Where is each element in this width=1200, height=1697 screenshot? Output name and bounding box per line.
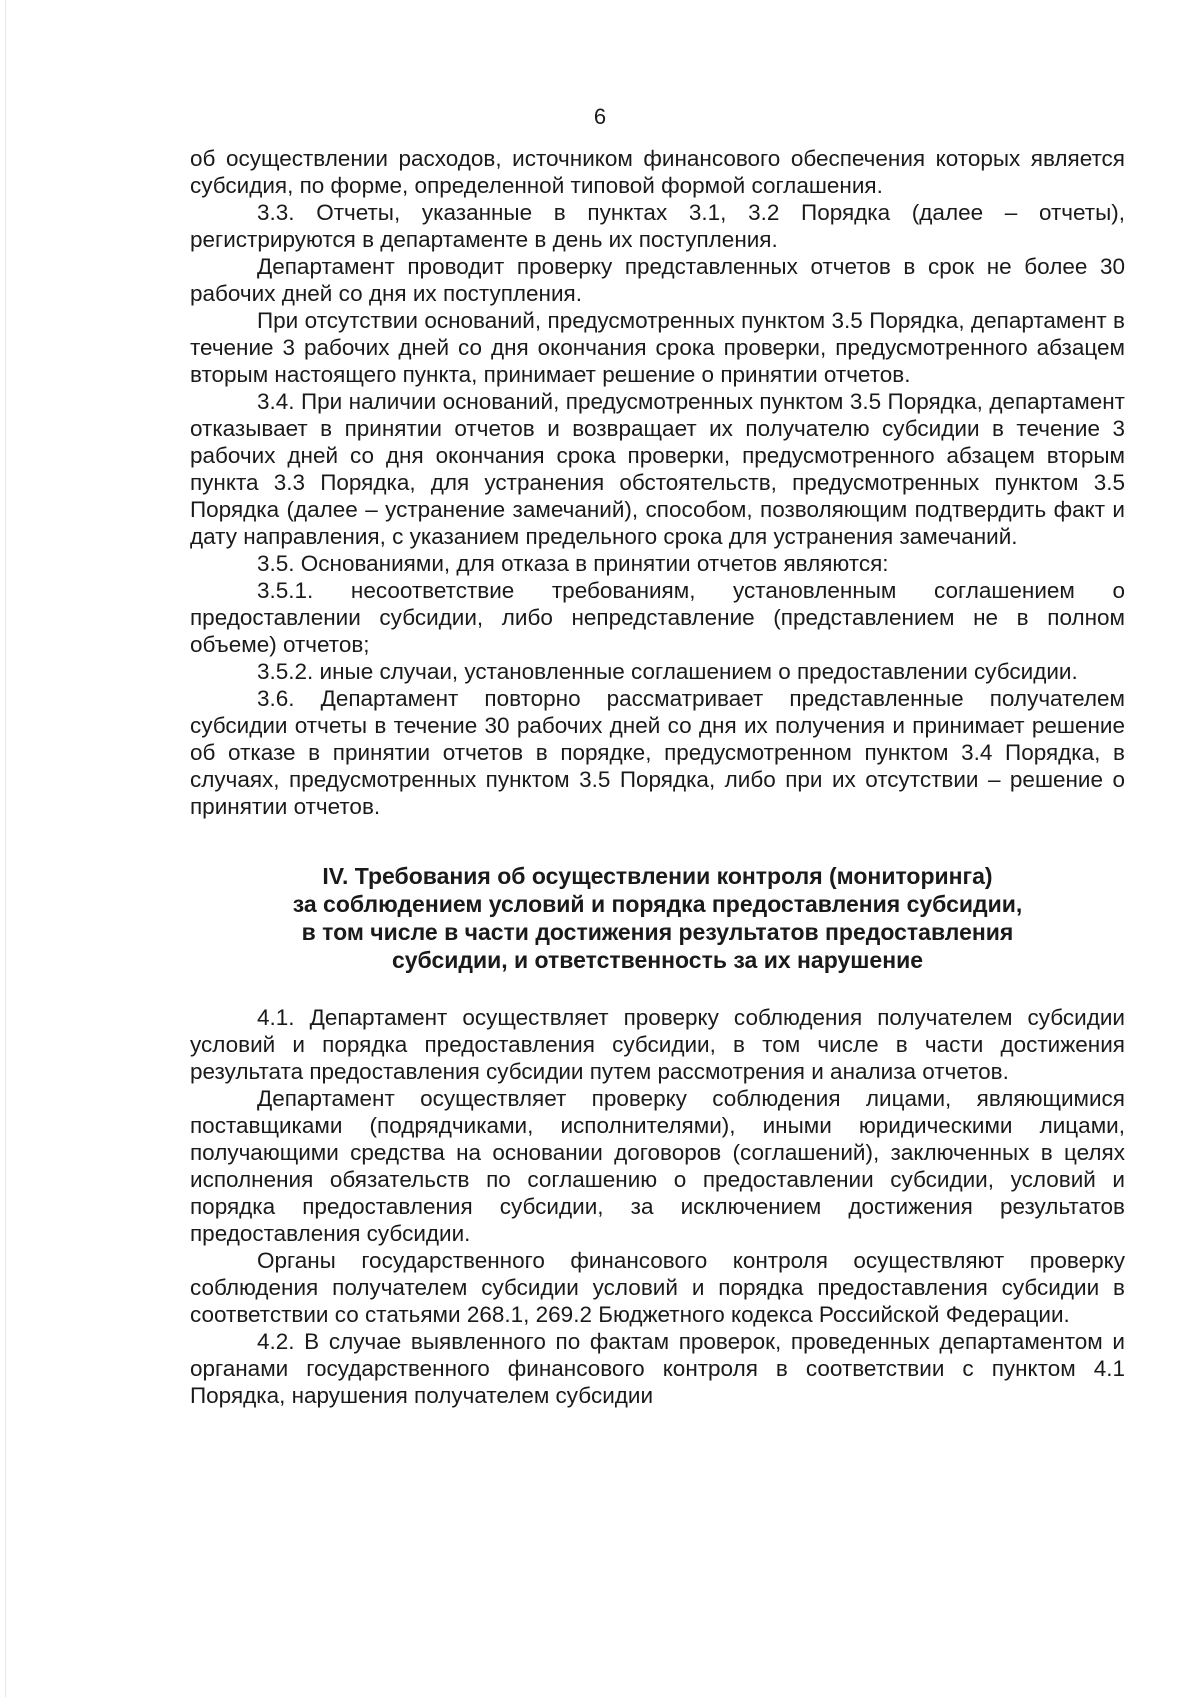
- document-body: [190, 145, 1125, 1409]
- page-number: 6: [593, 104, 607, 129]
- paragraph-3-3-check: Департамент проводит проверку представленных отчетов в срок не более 30 рабочих дней со дня их поступления.: [190, 254, 1125, 306]
- paragraph-3-3-decision: При отсутствии оснований, предусмотренных пунктом 3.5 Порядка, департамент в течение 3 рабочих дней со дня окончания срока проверки, предусмотренного абзацем вторым настоящего пункта, принимает решение о принятии отчетов.: [190, 308, 1125, 387]
- paragraph-3-4: 3.4. При наличии оснований, предусмотренных пунктом 3.5 Порядка, департамент отказывает в принятии отчетов и возвращает их получателю субсидии в течение 3 рабочих дней со дня окончания срока проверки, предусмотренного абзацем вторым пункта 3.3 Порядка, для устранения обстоятельств, предусмотренных пунктом 3.5 Порядка (далее – устранение замечаний), способом, позволяющим подтвердить факт и дату направления, с указанием предельного срока для устранения замечаний.: [190, 389, 1125, 549]
- paragraph-4-1-contractors: Департамент осуществляет проверку соблюдения лицами, являющимися поставщиками (подрядчиками, исполнителями), иными юридическими лицами, получающими средства на основании договоров (соглашений), заключенных в целях исполнения обязательств по соглашению о предоставлении субсидии, условий и порядка предоставления субсидии, за исключением достижения результатов предоставления субсидии.: [190, 1086, 1125, 1246]
- scan-edge-line: [5, 0, 6, 1697]
- paragraph-continuation: об осуществлении расходов, источником финансового обеспечения которых является субсидия, по форме, определенной типовой формой соглашения.: [190, 146, 1125, 198]
- paragraph-4-2: 4.2. В случае выявленного по фактам проверок, проведенных департаментом и органами государственного финансового контроля в соответствии с пунктом 4.1 Порядка, нарушения получателем субсидии: [190, 1329, 1125, 1408]
- heading-line-2: за соблюдением условий и порядка предоставления субсидии,: [292, 891, 1023, 917]
- paragraph-3-5: 3.5. Основаниями, для отказа в принятии отчетов являются:: [257, 551, 889, 576]
- section-3-paragraphs: [190, 145, 1125, 820]
- paragraph-4-1: 4.1. Департамент осуществляет проверку соблюдения получателем субсидии условий и порядка предоставления субсидии, в том числе в части достижения результата предоставления субсидии путем рассмотрения и анализа отчетов.: [190, 1005, 1125, 1084]
- paragraph-3-6: 3.6. Департамент повторно рассматривает представленные получателем субсидии отчеты в течение 30 рабочих дней со дня их получения и принимает решение об отказе в принятии отчетов в порядке, предусмотренном пунктом 3.4 Порядка, в случаях, предусмотренных пунктом 3.5 Порядка, либо при их отсутствии – решение о принятии отчетов.: [190, 686, 1125, 819]
- paragraph-3-3: 3.3. Отчеты, указанные в пунктах 3.1, 3.2 Порядка (далее – отчеты), регистрируются в департаменте в день их поступления.: [190, 200, 1125, 252]
- section-4-paragraphs: [190, 1004, 1125, 1409]
- section-4-heading: [190, 862, 1125, 974]
- paragraph-4-1-state-control: Органы государственного финансового контроля осуществляют проверку соблюдения получателем субсидии условий и порядка предоставления субсидии в соответствии со статьями 268.1, 269.2 Бюджетного кодекса Российской Федерации.: [190, 1248, 1125, 1327]
- heading-line-1: IV. Требования об осуществлении контроля (мониторинга): [322, 863, 993, 889]
- paragraph-3-5-1: 3.5.1. несоответствие требованиям, установленным соглашением о предоставлении субсидии, либо непредставление (представлением не в полном объеме) отчетов;: [190, 578, 1125, 657]
- heading-line-3: в том числе в части достижения результатов предоставления: [301, 919, 1014, 945]
- heading-line-4: субсидии, и ответственность за их нарушение: [391, 947, 924, 973]
- paragraph-3-5-2: 3.5.2. иные случаи, установленные соглашением о предоставлении субсидии.: [257, 659, 1078, 684]
